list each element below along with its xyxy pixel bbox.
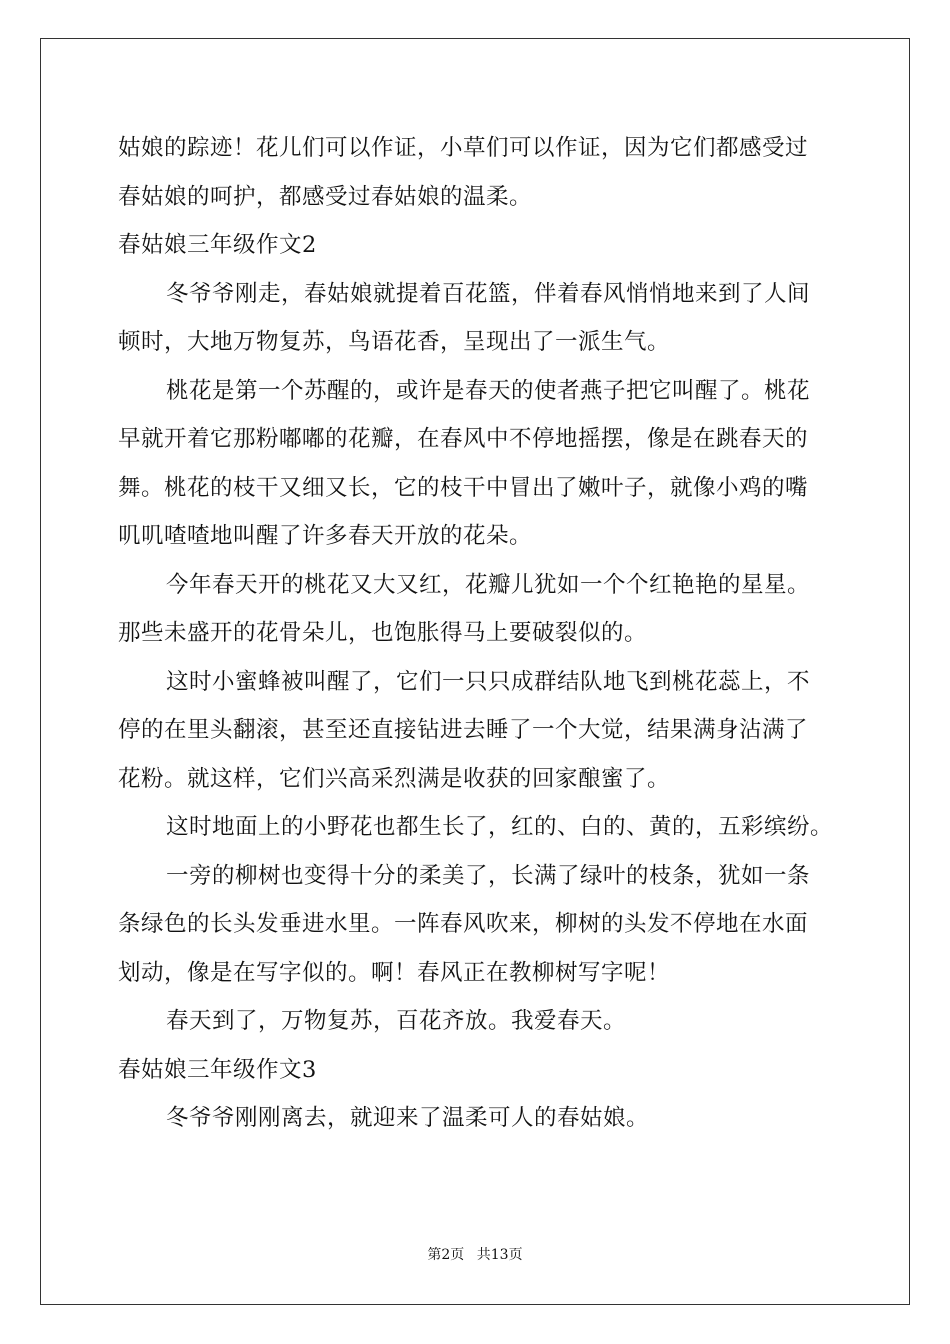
text-line: 花粉。就这样，它们兴高采烈满是收获的回家酿蜜了。 bbox=[118, 765, 671, 792]
paragraph-start: 这时小蜜蜂被叫醒了，它们一只只成群结队地飞到桃花蕊上，不 bbox=[166, 668, 811, 695]
paragraph-start: 今年春天开的桃花又大又红，花瓣儿犹如一个个红艳艳的星星。 bbox=[166, 571, 811, 598]
text-line: 停的在里头翻滚，甚至还直接钻进去睡了一个大觉，结果满身沾满了 bbox=[118, 717, 809, 743]
text-line-1: 姑娘的踪迹！花儿们可以作证，小草们可以作证，因为它们都感受过 bbox=[118, 135, 809, 161]
document-body bbox=[118, 128, 838, 1147]
paragraph-start: 这时地面上的小野花也都生长了，红的、白的、黄的，五彩缤纷。 bbox=[166, 814, 834, 840]
paragraph-start: 冬爷爷刚走，春姑娘就提着百花篮，伴着春风悄悄地来到了人间 bbox=[166, 280, 811, 307]
text-line: 那些未盛开的花骨朵儿，也饱胀得马上要破裂似的。 bbox=[118, 620, 648, 646]
page-footer bbox=[0, 1244, 950, 1264]
text-line: 划动，像是在写字似的。啊！春风正在教柳树写字呢！ bbox=[118, 959, 671, 986]
paragraph-start: 桃花是第一个苏醒的，或许是春天的使者燕子把它叫醒了。桃花 bbox=[166, 377, 811, 404]
page-number: 第2页 bbox=[427, 1247, 465, 1263]
text-line-2: 春姑娘的呵护，都感受过春姑娘的温柔。 bbox=[118, 183, 533, 210]
text-line: 叽叽喳喳地叫醒了许多春天开放的花朵。 bbox=[118, 523, 533, 549]
section-heading-2: 春姑娘三年级作文2 bbox=[118, 232, 317, 258]
text-line: 舞。桃花的枝干又细又长，它的枝干中冒出了嫩叶子，就像小鸡的嘴 bbox=[118, 474, 809, 501]
paragraph-start: 冬爷爷刚刚离去，就迎来了温柔可人的春姑娘。 bbox=[166, 1105, 650, 1131]
text-line: 顿时，大地万物复苏，鸟语花香，呈现出了一派生气。 bbox=[118, 329, 671, 355]
text-line: 条绿色的长头发垂进水里。一阵春风吹来，柳树的头发不停地在水面 bbox=[118, 911, 809, 937]
paragraph-start: 一旁的柳树也变得十分的柔美了，长满了绿叶的枝条，犹如一条 bbox=[166, 862, 811, 889]
page-total: 共13页 bbox=[476, 1247, 523, 1263]
paragraph-start: 春天到了，万物复苏，百花齐放。我爱春天。 bbox=[166, 1008, 627, 1034]
section-heading-3: 春姑娘三年级作文3 bbox=[118, 1056, 317, 1083]
text-line: 早就开着它那粉嘟嘟的花瓣，在春风中不停地摇摆，像是在跳春天的 bbox=[118, 426, 809, 452]
